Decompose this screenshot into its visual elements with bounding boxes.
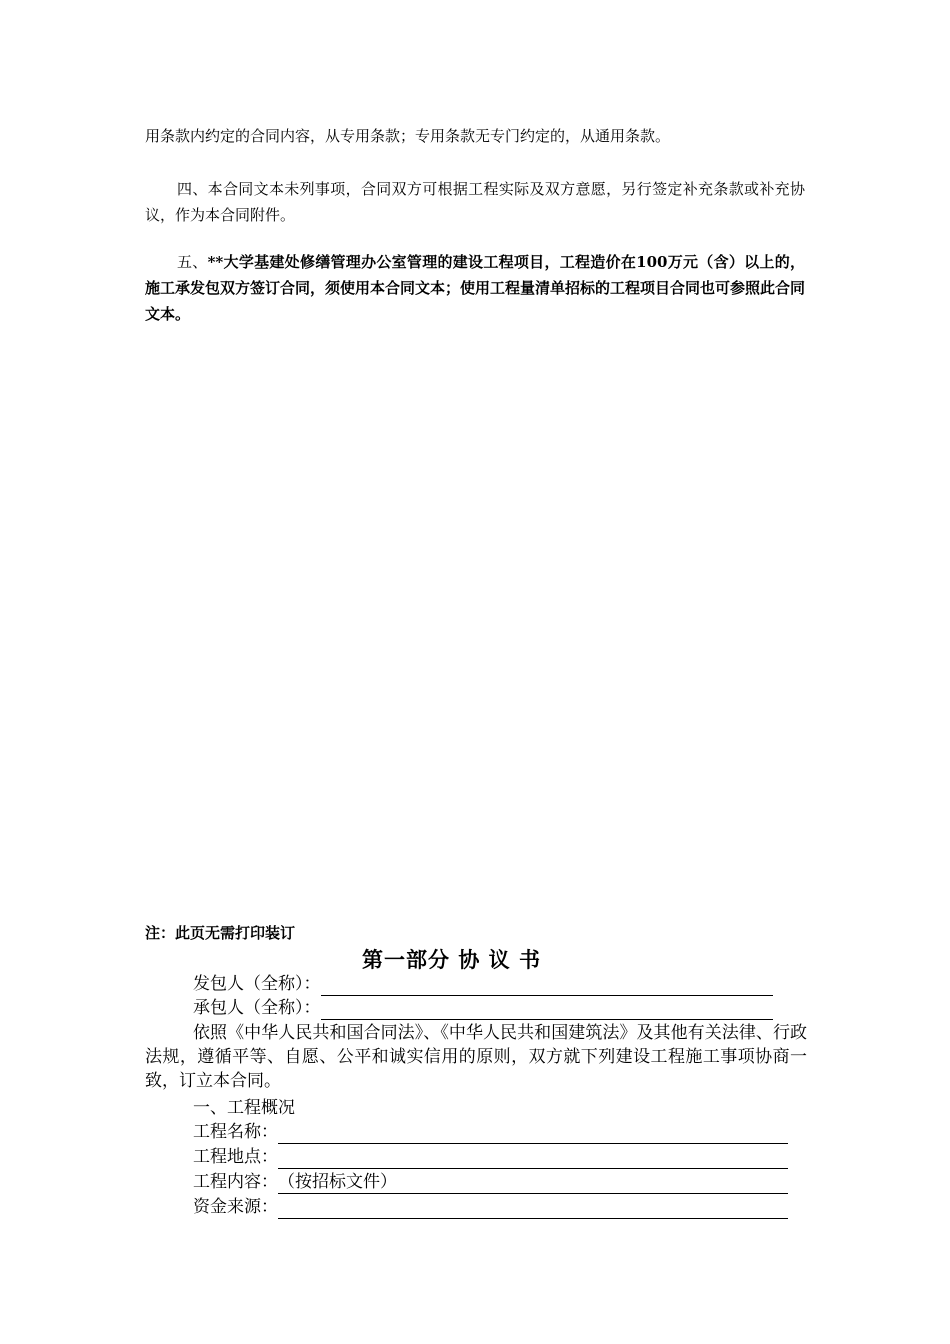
project-site-blank[interactable] bbox=[278, 1146, 788, 1169]
contractor-row bbox=[193, 996, 773, 1020]
contractor-blank[interactable] bbox=[321, 997, 773, 1020]
project-name-row bbox=[193, 1120, 788, 1144]
preamble: 依照《中华人民共和国合同法》、《中华人民共和国建筑法》及其他有关法律、行政法规，遵循平等、自愿、公平和诚实信用的原则，双方就下列建设工程施工事项协商一致，订立本合同。 bbox=[145, 1023, 807, 1091]
clause-item-5 bbox=[145, 249, 805, 327]
funding-label: 资金来源： bbox=[193, 1197, 278, 1217]
project-content-row bbox=[193, 1170, 788, 1194]
funding-row bbox=[193, 1195, 788, 1219]
clause-item-4: 四、本合同文本未列事项，合同双方可根据工程实际及双方意愿，另行签定补充条款或补充协议，作为本合同附件。 bbox=[145, 180, 805, 224]
project-content-label: 工程内容： bbox=[193, 1172, 278, 1192]
employer-row bbox=[193, 972, 773, 996]
clause-item-5-prefix: 五、 bbox=[177, 253, 208, 271]
section-title: 第一部分 协 议 书 bbox=[362, 948, 541, 972]
project-content-value[interactable]: （按招标文件） bbox=[278, 1171, 788, 1194]
project-name-label: 工程名称： bbox=[193, 1122, 278, 1142]
project-site-row bbox=[193, 1145, 788, 1169]
funding-blank[interactable] bbox=[278, 1196, 788, 1219]
project-name-blank[interactable] bbox=[278, 1121, 788, 1144]
employer-label: 发包人（全称）： bbox=[193, 974, 321, 994]
clause-item-5-text: **大学基建处修缮管理办公室管理的建设工程项目，工程造价在100万元（含）以上的，施工承发包双方签订合同，须使用本合同文本；使用工程量清单招标的工程项目合同也可参照此合同文本。 bbox=[145, 253, 806, 323]
employer-blank[interactable] bbox=[321, 973, 773, 996]
continued-paragraph: 用条款内约定的合同内容，从专用条款；专用条款无专门约定的，从通用条款。 bbox=[145, 127, 671, 145]
contractor-label: 承包人（全称）： bbox=[193, 998, 321, 1018]
print-note: 注：此页无需打印装订 bbox=[145, 924, 296, 942]
section-1-heading bbox=[193, 1096, 295, 1120]
section-1-label: 一、工程概况 bbox=[193, 1098, 295, 1118]
project-site-label: 工程地点： bbox=[193, 1147, 278, 1167]
